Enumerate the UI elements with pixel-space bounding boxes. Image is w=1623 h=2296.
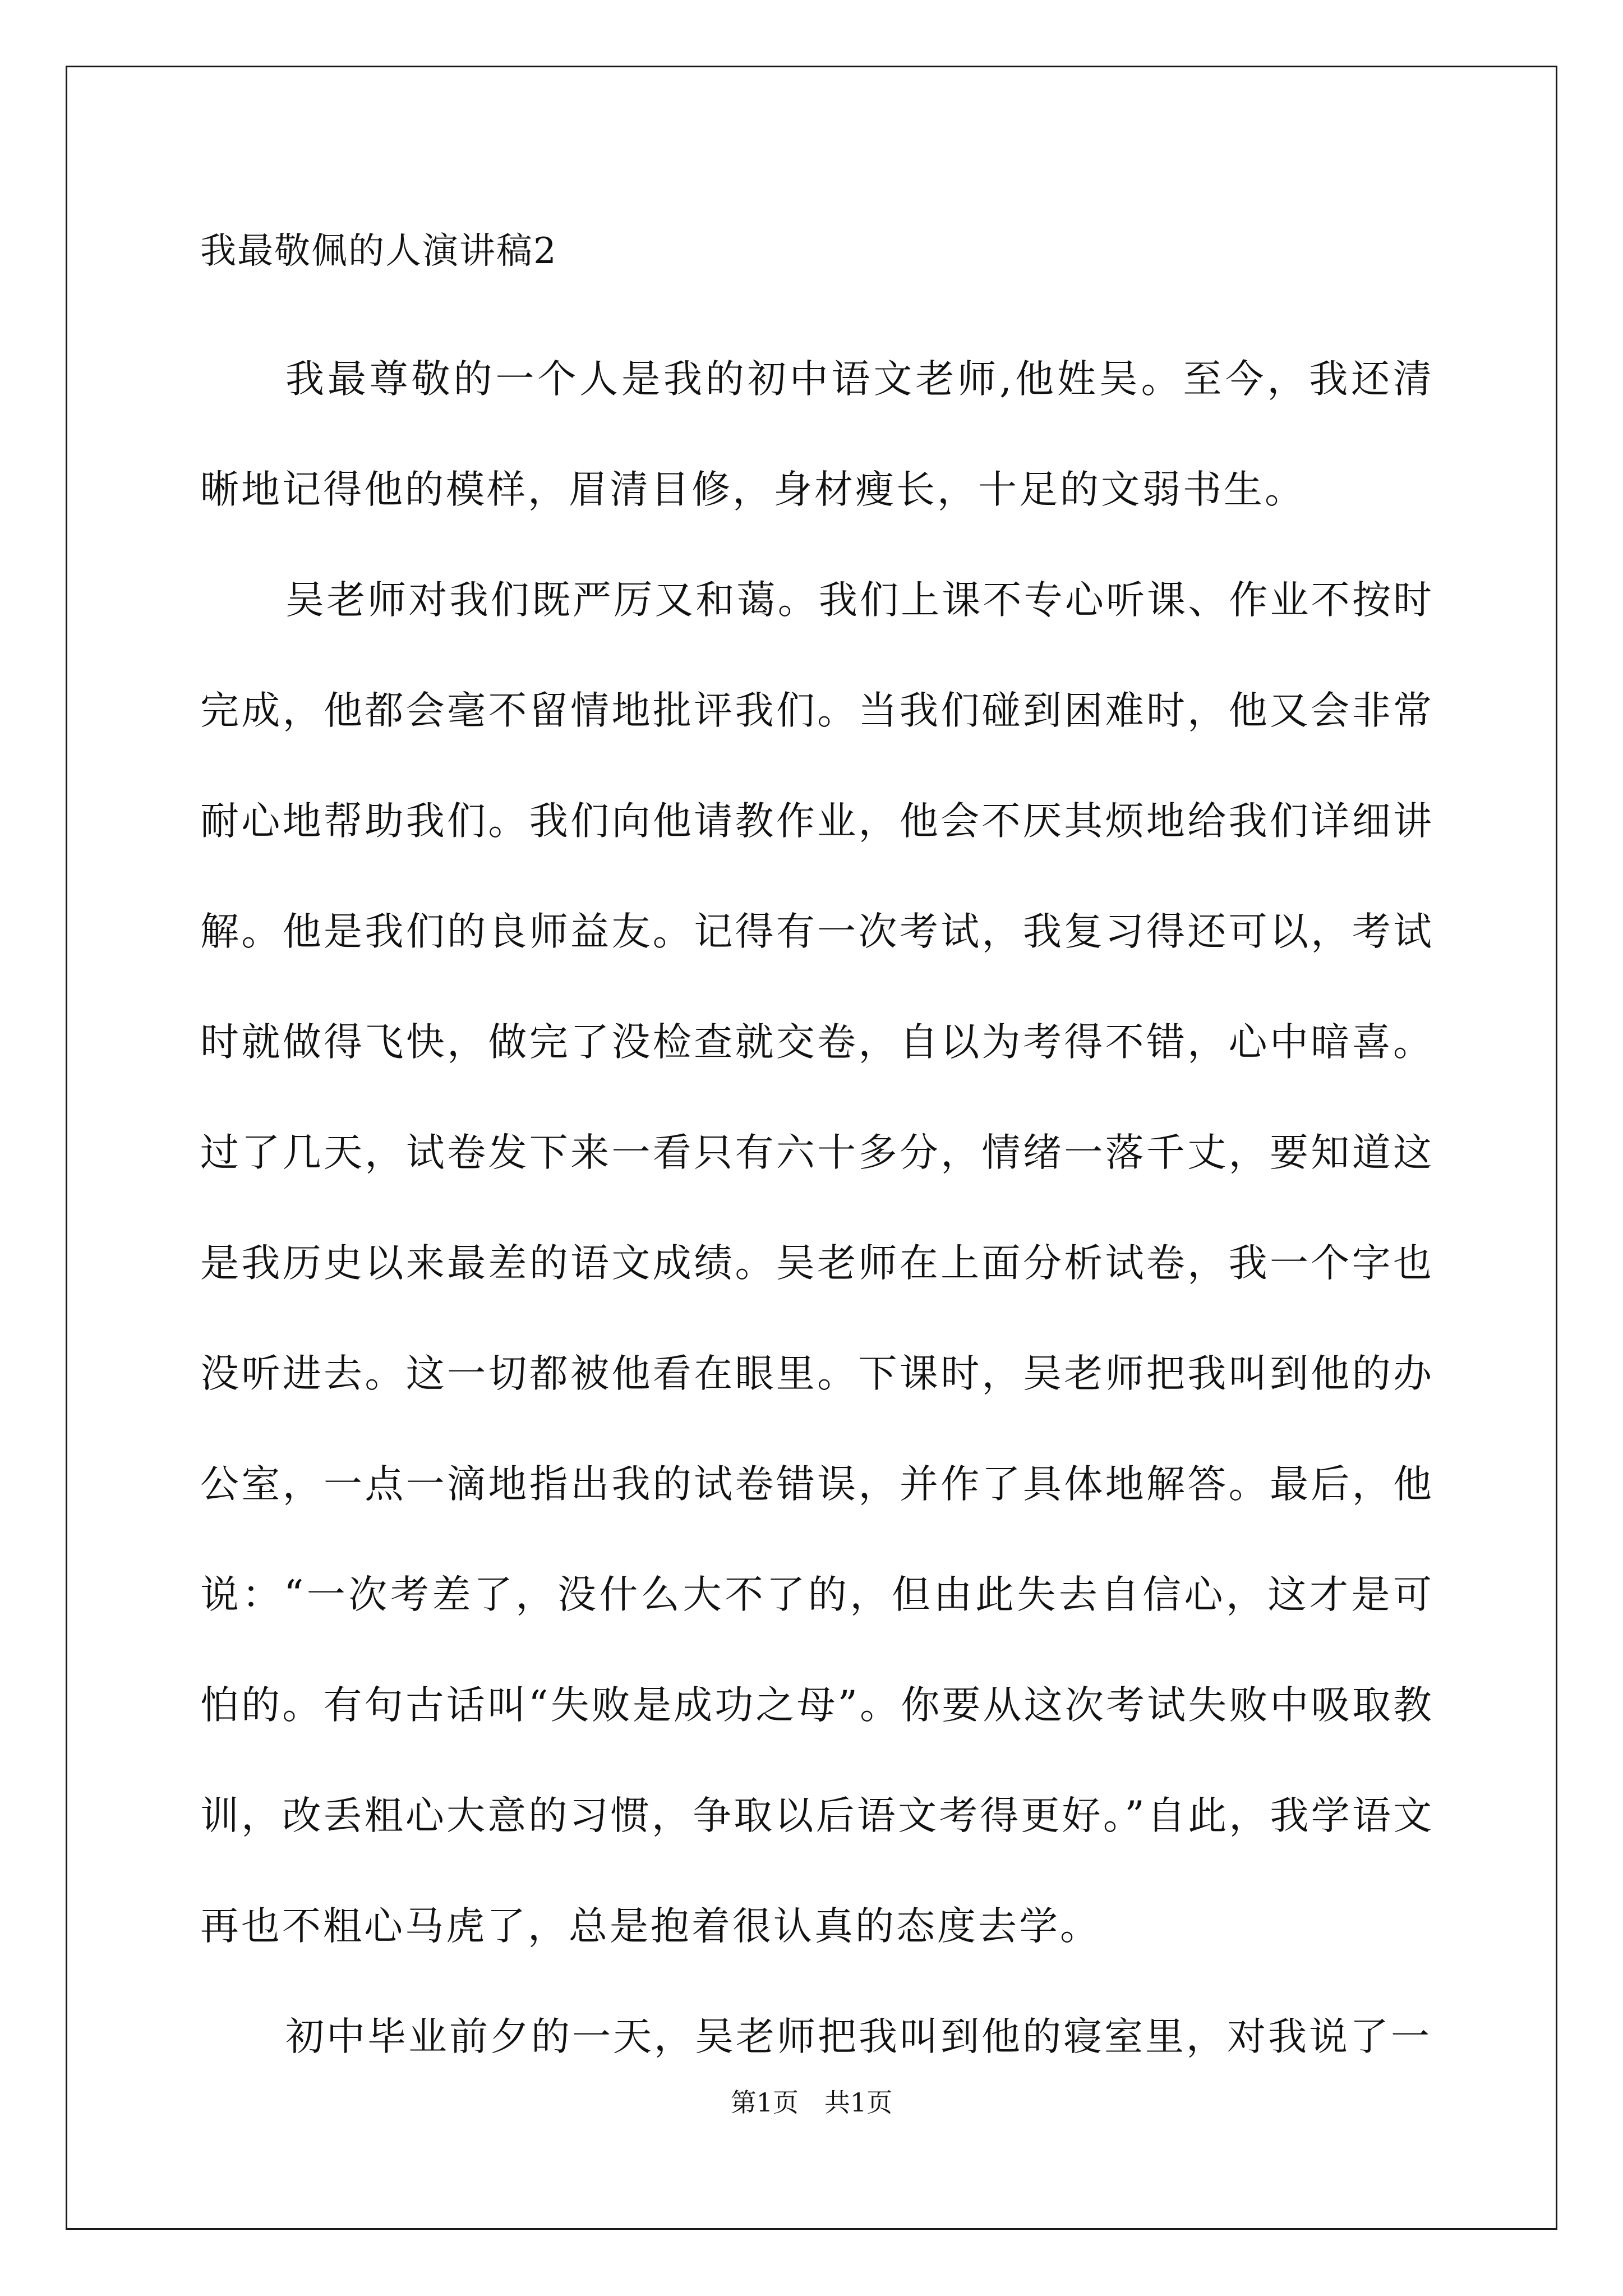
document-title: 我最敬佩的人演讲稿2 — [200, 231, 557, 272]
paragraph-2: 吴老师对我们既严厉又和蔼。我们上课不专心听课、作业不按时完成，他都会毫不留情地批评我们。当我们碰到困难时，他又会非常耐心地帮助我们。我们向他请教作业，他会不厌其烦地给我们详细讲解。他是我们的良师益友。记得有一次考试，我复习得还可以，考试时就做得飞快，做完了没检查就交卷，自以为考得不错，心中暗喜。过了几天，试卷发下来一看只有六十多分，情绪一落千丈，要知道这是我历史以来最差的语文成绩。吴老师在上面分析试卷，我一个字也没听进去。这一切都被他看在眼里。下课时，吴老师把我叫到他的办公室，一点一滴地指出我的试卷错误，并作了具体地解答。最后，他说：“一次考差了，没什么大不了的，但由此失去自信心，这才是可怕的。有句古话叫“失败是成功之母”。你要从这次考试失败中吸取教训，改丢粗心大意的习惯，争取以后语文考得更好。”自此，我学语文再也不粗心马虎了，总是抱着很认真的态度去学。 — [200, 578, 1434, 1949]
document-body — [200, 223, 1434, 2092]
page-footer: 第1页 共1页 — [730, 2087, 893, 2118]
paragraph-3: 初中毕业前夕的一天，吴老师把我叫到他的寝室里，对我说了一 — [285, 2014, 1432, 2059]
paragraph-1: 我最尊敬的一个人是我的初中语文老师,他姓吴。至今，我还清晰地记得他的模样，眉清目修，身材瘦长，十足的文弱书生。 — [200, 357, 1434, 512]
